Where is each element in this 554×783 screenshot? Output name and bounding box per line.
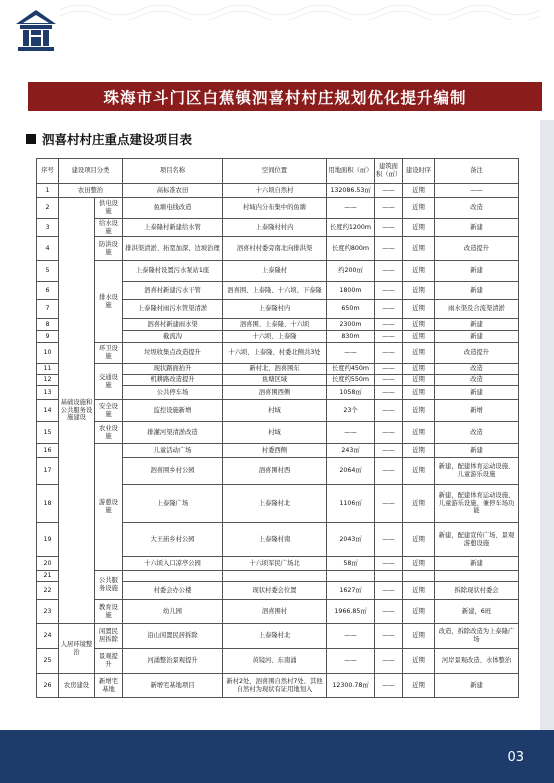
land-area-cell: ——	[327, 649, 375, 674]
row-number: 10	[37, 343, 59, 364]
land-area-cell: 2064㎡	[327, 458, 375, 485]
row-number: 5	[37, 261, 59, 282]
row-number: 19	[37, 523, 59, 557]
timing-cell: 近期	[403, 343, 435, 364]
timing-cell: 近期	[403, 557, 435, 571]
location-cell: 村域内分布集中的鱼塘	[223, 198, 327, 219]
footer-bar	[0, 730, 554, 783]
location-cell: 泗喜围、上泰隆、十六顷、下泰隆	[223, 282, 327, 300]
table-row	[37, 422, 519, 444]
project-name-cell: 现状路面抬升	[123, 364, 223, 375]
subcategory-cell: 环卫设施	[95, 343, 123, 364]
timing-cell: 近期	[403, 219, 435, 237]
row-number: 12	[37, 375, 59, 386]
location-cell: 十六顷、上泰隆	[223, 331, 327, 343]
category-cell: 人居环境整治	[59, 624, 95, 674]
column-header: 备注	[435, 159, 519, 184]
build-area-cell: ——	[375, 557, 403, 571]
row-number: 9	[37, 331, 59, 343]
row-number: 26	[37, 674, 59, 698]
note-cell: 改造，拆除改造为上泰隆广场	[435, 624, 519, 649]
land-area-cell: 1966.85㎡	[327, 600, 375, 624]
table-row	[37, 600, 519, 624]
build-area-cell: ——	[375, 198, 403, 219]
column-header: 建筑面积（㎡）	[375, 159, 403, 184]
build-area-cell: ——	[375, 237, 403, 261]
subcategory-cell: 新增宅基地	[95, 674, 123, 698]
land-area-cell: 1800m	[327, 282, 375, 300]
note-cell: 新建	[435, 674, 519, 698]
timing-cell: 近期	[403, 198, 435, 219]
project-name-cell	[123, 571, 223, 582]
subcategory-cell: 游憩设施	[95, 444, 123, 571]
note-cell: ——	[435, 184, 519, 198]
table-row	[37, 261, 519, 282]
project-name-cell: 儿童活动广场	[123, 444, 223, 458]
location-cell: 鱼塘区域	[223, 375, 327, 386]
project-name-cell: 高标准农田	[123, 184, 223, 198]
note-cell: 新建，配建体育运动设施、儿童游乐设施、兼停车场功能	[435, 485, 519, 523]
build-area-cell: ——	[375, 300, 403, 319]
land-area-cell: ——	[327, 343, 375, 364]
location-cell: 十六顷、上泰隆、村委北侧共3处	[223, 343, 327, 364]
note-cell: 新建	[435, 219, 519, 237]
note-cell: 拆除现状村委会	[435, 582, 519, 600]
row-number: 11	[37, 364, 59, 375]
row-number: 13	[37, 386, 59, 400]
row-number: 21	[37, 571, 59, 582]
build-area-cell: ——	[375, 674, 403, 698]
project-name-cell: 垃圾收集点改造提升	[123, 343, 223, 364]
row-number: 16	[37, 444, 59, 458]
land-area-cell: 23个	[327, 400, 375, 422]
square-bullet-icon	[26, 134, 36, 144]
subcategory-cell: 安全设施	[95, 400, 123, 422]
table-row	[37, 400, 519, 422]
location-cell: 泗喜围村	[223, 600, 327, 624]
timing-cell: 近期	[403, 364, 435, 375]
build-area-cell: ——	[375, 444, 403, 458]
timing-cell: 近期	[403, 523, 435, 557]
column-header: 序号	[37, 159, 59, 184]
location-cell: 上泰隆村	[223, 261, 327, 282]
timing-cell: 近期	[403, 331, 435, 343]
section-title	[26, 130, 192, 148]
location-cell: 十六顷自然村	[223, 184, 327, 198]
land-area-cell: 长度约550m	[327, 375, 375, 386]
land-area-cell: ——	[327, 198, 375, 219]
build-area-cell: ——	[375, 523, 403, 557]
note-cell: 雨水渠及合流渠清淤	[435, 300, 519, 319]
subcategory-cell: 给水设施	[95, 219, 123, 237]
note-cell: 新建，配建宣传广场、景观游憩设施	[435, 523, 519, 557]
timing-cell: 近期	[403, 237, 435, 261]
build-area-cell: ——	[375, 261, 403, 282]
land-area-cell: 132086.53㎡	[327, 184, 375, 198]
row-number: 24	[37, 624, 59, 649]
note-cell	[435, 571, 519, 582]
build-area-cell: ——	[375, 219, 403, 237]
table-row	[37, 674, 519, 698]
note-cell: 新建，6班	[435, 600, 519, 624]
project-name-cell: 河涌整治景观提升	[123, 649, 223, 674]
project-name-cell: 上泰隆村雨污水管渠清淤	[123, 300, 223, 319]
category-cell: 农房建设	[59, 674, 95, 698]
table-row	[37, 198, 519, 219]
build-area-cell: ——	[375, 600, 403, 624]
project-name-cell: 排洪渠清淤、拓宽加深、边坡治理	[123, 237, 223, 261]
subcategory-cell: 供电设施	[95, 198, 123, 219]
location-cell: 泗喜村村委旁南北向排洪渠	[223, 237, 327, 261]
project-name-cell: 上泰隆广场	[123, 485, 223, 523]
land-area-cell: 1627㎡	[327, 582, 375, 600]
row-number: 2	[37, 198, 59, 219]
table-row	[37, 624, 519, 649]
build-area-cell: ——	[375, 624, 403, 649]
timing-cell: 近期	[403, 375, 435, 386]
page-number: 03	[507, 750, 524, 765]
land-area-cell: ——	[327, 422, 375, 444]
build-area-cell: ——	[375, 331, 403, 343]
subcategory-cell: 教育设施	[95, 600, 123, 624]
location-cell: 上泰隆村北	[223, 485, 327, 523]
land-area-cell: 243㎡	[327, 444, 375, 458]
project-name-cell: 大王庙乡村公园	[123, 523, 223, 557]
location-cell: 黄镜河、东南涌	[223, 649, 327, 674]
location-cell: 泗喜围西侧	[223, 386, 327, 400]
table-row	[37, 184, 519, 198]
build-area-cell: ——	[375, 386, 403, 400]
row-number: 23	[37, 600, 59, 624]
land-area-cell: 58㎡	[327, 557, 375, 571]
build-area-cell	[375, 571, 403, 582]
decorative-side-strip	[540, 120, 554, 730]
project-name-cell: 村委会办公楼	[123, 582, 223, 600]
note-cell: 新增	[435, 400, 519, 422]
project-name-cell: 十六顷入口凉亭公园	[123, 557, 223, 571]
land-area-cell: 长度约800m	[327, 237, 375, 261]
land-area-cell: 12300.78㎡	[327, 674, 375, 698]
timing-cell: 近期	[403, 319, 435, 331]
table-header-row	[37, 159, 519, 184]
location-cell: 新村北、泗喜围东	[223, 364, 327, 375]
project-name-cell: 泗喜村新建污水干管	[123, 282, 223, 300]
location-cell	[223, 571, 327, 582]
location-cell: 十六顷军民广场北	[223, 557, 327, 571]
project-name-cell: 沿山闲置民居拆除	[123, 624, 223, 649]
location-cell: 泗喜围村西	[223, 458, 327, 485]
build-area-cell: ——	[375, 458, 403, 485]
subcategory-cell: 防洪设施	[95, 237, 123, 261]
row-number: 17	[37, 458, 59, 485]
note-cell: 改造	[435, 364, 519, 375]
section-title-text: 泗喜村村庄重点建设项目表	[42, 132, 193, 147]
timing-cell: 近期	[403, 261, 435, 282]
build-area-cell: ——	[375, 343, 403, 364]
note-cell: 新建	[435, 557, 519, 571]
logo-icon	[14, 8, 58, 54]
subcategory-cell: 景观提升	[95, 649, 123, 674]
row-number: 15	[37, 422, 59, 444]
note-cell: 改造	[435, 422, 519, 444]
timing-cell: 近期	[403, 422, 435, 444]
row-number: 1	[37, 184, 59, 198]
row-number: 18	[37, 485, 59, 523]
row-number: 4	[37, 237, 59, 261]
project-name-cell: 排灌河渠清淤改造	[123, 422, 223, 444]
timing-cell: 近期	[403, 624, 435, 649]
build-area-cell: ——	[375, 364, 403, 375]
timing-cell: 近期	[403, 582, 435, 600]
project-name-cell: 上泰隆村新建给水管	[123, 219, 223, 237]
project-table	[36, 158, 519, 698]
table-row	[37, 219, 519, 237]
note-cell: 新建	[435, 444, 519, 458]
timing-cell: 近期	[403, 184, 435, 198]
location-cell: 村委西侧	[223, 444, 327, 458]
land-area-cell: 2043㎡	[327, 523, 375, 557]
build-area-cell: ——	[375, 485, 403, 523]
column-header: 项目名称	[123, 159, 223, 184]
note-cell: 改造	[435, 375, 519, 386]
row-number: 22	[37, 582, 59, 600]
subcategory-cell: 公共服务设施	[95, 571, 123, 600]
project-name-cell: 鱼塘电线改造	[123, 198, 223, 219]
build-area-cell: ——	[375, 649, 403, 674]
timing-cell: 近期	[403, 674, 435, 698]
row-number: 3	[37, 219, 59, 237]
location-cell: 上泰隆村北	[223, 624, 327, 649]
timing-cell: 近期	[403, 386, 435, 400]
project-name-cell: 泗喜围乡村公园	[123, 458, 223, 485]
note-cell: 新建，配建体育运动设施、儿童游乐设施	[435, 458, 519, 485]
project-name-cell: 监控设施新增	[123, 400, 223, 422]
column-header: 建设项目分类	[59, 159, 123, 184]
timing-cell: 近期	[403, 282, 435, 300]
build-area-cell: ——	[375, 319, 403, 331]
timing-cell: 近期	[403, 400, 435, 422]
build-area-cell: ——	[375, 422, 403, 444]
column-header: 建设时序	[403, 159, 435, 184]
column-header: 用地面积（㎡）	[327, 159, 375, 184]
table-row	[37, 649, 519, 674]
land-area-cell: 长度约450m	[327, 364, 375, 375]
location-cell: 现状村委会位置	[223, 582, 327, 600]
note-cell: 改造提升	[435, 237, 519, 261]
timing-cell: 近期	[403, 444, 435, 458]
subcategory-cell: 排水设施	[95, 261, 123, 343]
note-cell: 新建	[435, 282, 519, 300]
note-cell: 改造提升	[435, 343, 519, 364]
category-cell: 基础设施和公共服务设施建设	[59, 198, 95, 624]
land-area-cell: 650m	[327, 300, 375, 319]
note-cell: 新建	[435, 261, 519, 282]
location-cell: 泗喜围、上泰隆、十六顷	[223, 319, 327, 331]
table-row	[37, 343, 519, 364]
table-row	[37, 444, 519, 458]
row-number: 8	[37, 319, 59, 331]
land-area-cell: 2300m	[327, 319, 375, 331]
subcategory-cell: 闲置民居拆除	[95, 624, 123, 649]
subcategory-cell: 农业设施	[95, 422, 123, 444]
subcategory-cell: 交通设施	[95, 364, 123, 400]
project-name-cell: 公共停车场	[123, 386, 223, 400]
location-cell: 上泰隆村村内	[223, 219, 327, 237]
build-area-cell: ——	[375, 282, 403, 300]
land-area-cell: ——	[327, 624, 375, 649]
build-area-cell: ——	[375, 400, 403, 422]
note-cell: 新建	[435, 386, 519, 400]
build-area-cell: ——	[375, 184, 403, 198]
project-name-cell: 上泰隆村设置污水泵站1座	[123, 261, 223, 282]
timing-cell	[403, 571, 435, 582]
location-cell: 村域	[223, 422, 327, 444]
land-area-cell: 1058㎡	[327, 386, 375, 400]
build-area-cell: ——	[375, 582, 403, 600]
row-number: 25	[37, 649, 59, 674]
note-cell: 改造	[435, 198, 519, 219]
row-number: 6	[37, 282, 59, 300]
note-cell: 新建	[435, 319, 519, 331]
location-cell: 上泰隆村内	[223, 300, 327, 319]
note-cell: 新建	[435, 331, 519, 343]
row-number: 20	[37, 557, 59, 571]
land-area-cell	[327, 571, 375, 582]
timing-cell: 近期	[403, 485, 435, 523]
decorative-pattern	[60, 0, 554, 20]
timing-cell: 近期	[403, 649, 435, 674]
row-number: 14	[37, 400, 59, 422]
project-name-cell: 泗喜村新建雨水渠	[123, 319, 223, 331]
timing-cell: 近期	[403, 300, 435, 319]
column-header: 空间位置	[223, 159, 327, 184]
report-title-banner: 珠海市斗门区白蕉镇泗喜村村庄规划优化提升编制	[28, 82, 542, 111]
table-row	[37, 571, 519, 582]
timing-cell: 近期	[403, 600, 435, 624]
land-area-cell: 约200㎡	[327, 261, 375, 282]
land-area-cell: 830m	[327, 331, 375, 343]
table-row	[37, 364, 519, 375]
timing-cell: 近期	[403, 458, 435, 485]
project-name-cell: 新增宅基地项目	[123, 674, 223, 698]
project-name-cell: 幼儿园	[123, 600, 223, 624]
location-cell: 新村2处、泗喜围自然村7处、其他自然村为现状有证用地划入	[223, 674, 327, 698]
land-area-cell: 1106㎡	[327, 485, 375, 523]
row-number: 7	[37, 300, 59, 319]
land-area-cell: 长度约1200m	[327, 219, 375, 237]
location-cell: 村域	[223, 400, 327, 422]
location-cell: 上泰隆村南	[223, 523, 327, 557]
category-cell: 农田整治	[59, 184, 123, 198]
project-name-cell: 截流沟	[123, 331, 223, 343]
build-area-cell: ——	[375, 375, 403, 386]
note-cell: 河岸景观改造、水体整治	[435, 649, 519, 674]
table-row	[37, 237, 519, 261]
project-name-cell: 机耕路改造提升	[123, 375, 223, 386]
